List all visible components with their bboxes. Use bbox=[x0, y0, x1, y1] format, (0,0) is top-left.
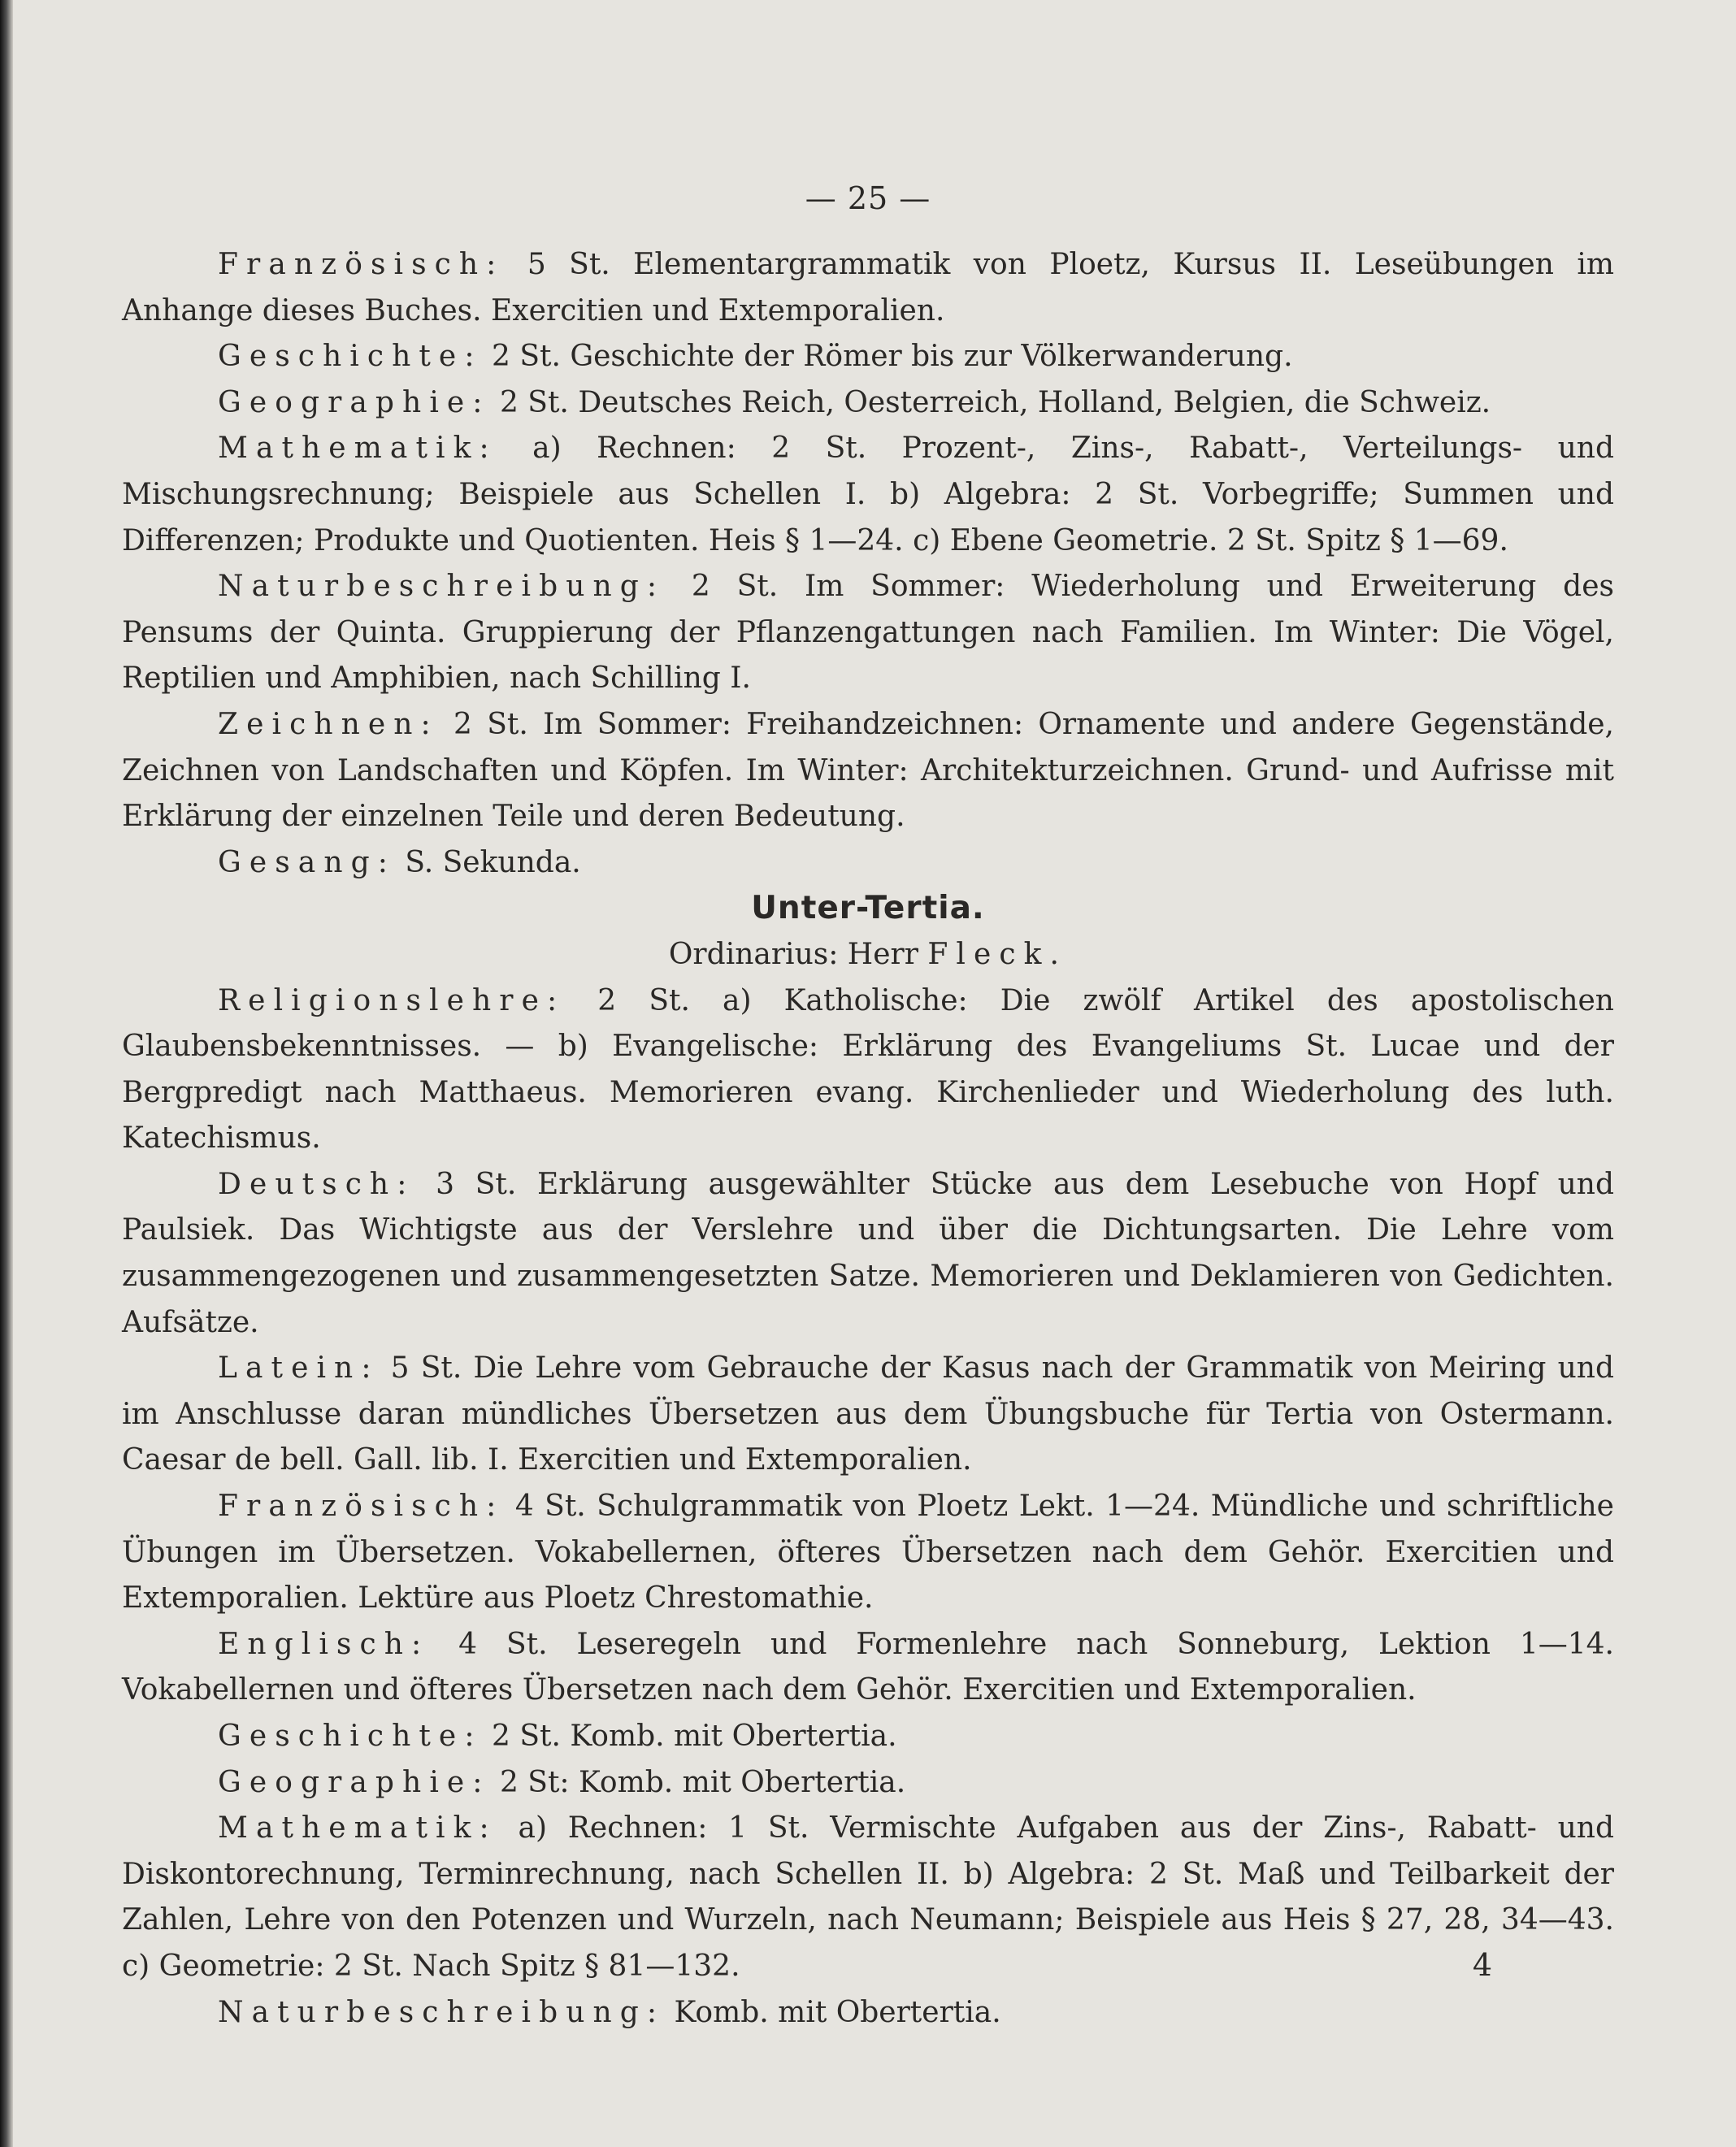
paragraph-religionslehre bbox=[122, 978, 1614, 1162]
subject-label: Mathematik: bbox=[218, 432, 497, 466]
section-heading: Unter-Tertia. bbox=[751, 890, 985, 927]
subject-label: Zeichnen: bbox=[218, 707, 439, 741]
subject-text: 5 St. Die Lehre vom Gebrauche der Kasus nach der Grammatik von Meiring und im Anschlusse daran mündliches Übersetzen aus dem Übungsbuche für Tertia von Ostermann. Caesar de bell. Gall. lib. I. Exercitien und Extemporalien. bbox=[122, 1351, 1614, 1477]
paragraph-mathematik-prima bbox=[122, 426, 1614, 564]
book-binding-edge bbox=[0, 0, 13, 2147]
subject-text: 2 St. Deutsches Reich, Oesterreich, Holland, Belgien, die Schweiz. bbox=[490, 385, 1491, 419]
subject-label: Geographie: bbox=[218, 1765, 491, 1799]
paragraph-latein bbox=[122, 1346, 1614, 1484]
paragraph-franzoesisch-prima bbox=[122, 242, 1614, 334]
subject-label: Religionslehre: bbox=[218, 983, 566, 1017]
paragraph-naturbeschreibung-prima bbox=[122, 564, 1614, 702]
subject-text: 2 St. Komb. mit Obertertia. bbox=[482, 1720, 897, 1753]
paragraph-naturbeschreibung-tertia bbox=[122, 1990, 1614, 2036]
subject-text: 2 St: Komb. mit Obertertia. bbox=[490, 1765, 906, 1799]
paragraph-geschichte-prima bbox=[122, 334, 1614, 380]
subject-text: 2 St. Geschichte der Römer bis zur Völkerwanderung. bbox=[482, 340, 1293, 374]
ordinarius-line bbox=[122, 932, 1614, 978]
subject-label: Mathematik: bbox=[218, 1811, 497, 1846]
ordinarius-name: Fleck. bbox=[927, 937, 1068, 971]
subject-label: Gesang: bbox=[218, 845, 396, 879]
paragraph-franzoesisch-tertia bbox=[122, 1484, 1614, 1622]
body-text bbox=[122, 242, 1614, 2036]
subject-text: a) Rechnen: 1 St. Vermischte Aufgaben aus der Zins-, Rabatt- und Diskontorechnung, Terminrechnung, nach Schellen II. b) Algebra: 2 St. Maß und Teilbarkeit der Zahlen, Lehre von den Potenzen und Wurzeln, nach Neumann; Beispiele aus Heis § 27, 28, 34—43. c) Geometrie: 2 St. Nach Spitz § 81—132. bbox=[122, 1811, 1614, 1983]
subject-text: S. Sekunda. bbox=[395, 845, 581, 879]
paragraph-mathematik-tertia bbox=[122, 1806, 1614, 1989]
paragraph-geographie-prima bbox=[122, 380, 1614, 427]
subject-text: 4 St. Leseregeln und Formenlehre nach Sonneburg, Lektion 1—14. Vokabellernen und öfteres Übersetzen nach dem Gehör. Exercitien und Extemporalien. bbox=[122, 1627, 1614, 1707]
subject-text: 2 St. a) Katholische: Die zwölf Artikel des apostolischen Glaubensbekenntnisses. — b) Evangelische: Erklärung des Evangeliums St. Lucae und der Bergpredigt nach Matthaeus. Memorieren evang. Kirchenlieder und Wiederholung des luth. Katechismus. bbox=[122, 983, 1614, 1156]
paragraph-englisch bbox=[122, 1622, 1614, 1714]
subject-label: Latein: bbox=[218, 1351, 380, 1386]
subject-label: Französisch: bbox=[218, 1490, 505, 1524]
subject-label: Französisch: bbox=[218, 248, 505, 281]
subject-label: Naturbeschreibung: bbox=[218, 1995, 666, 2029]
subject-label: Geschichte: bbox=[218, 340, 483, 374]
page-number: — 25 — bbox=[805, 180, 931, 216]
subject-text: 4 St. Schulgrammatik von Ploetz Lekt. 1—24. Mündliche und schriftliche Übungen im Übersetzen. Vokabellernen, öfteres Übersetzen nach dem Gehör. Exercitien und Extemporalien. Lektüre aus Ploetz Chrestomathie. bbox=[122, 1490, 1614, 1616]
paragraph-zeichnen-prima bbox=[122, 702, 1614, 840]
signature-mark: 4 bbox=[1472, 1947, 1492, 1983]
ordinarius-label: Ordinarius: Herr bbox=[668, 937, 928, 971]
subject-label: Geschichte: bbox=[218, 1720, 483, 1753]
paragraph-geschichte-tertia bbox=[122, 1714, 1614, 1760]
subject-label: Geographie: bbox=[218, 385, 491, 419]
subject-text: a) Rechnen: 2 St. Prozent-, Zins-, Rabatt-, Verteilungs- und Mischungsrechnung; Beispiele aus Schellen I. b) Algebra: 2 St. Vorbegriffe; Summen und Differenzen; Produkte und Quotienten. Heis § 1—24. c) Ebene Geometrie. 2 St. Spitz § 1—69. bbox=[122, 432, 1614, 557]
document-page bbox=[122, 0, 1614, 2147]
subject-label: Deutsch: bbox=[218, 1167, 415, 1201]
paragraph-geographie-tertia bbox=[122, 1760, 1614, 1807]
paragraph-deutsch bbox=[122, 1162, 1614, 1346]
subject-text: 5 St. Elementargrammatik von Ploetz, Kursus II. Leseübungen im Anhange dieses Buches. Exercitien und Extemporalien. bbox=[122, 248, 1614, 327]
subject-text: 3 St. Erklärung ausgewählter Stücke aus dem Lesebuche von Hopf und Paulsiek. Das Wichtigste aus der Verslehre und über die Dichtungsarten. Die Lehre vom zusammengezogenen und zusammengesetzten Satze. Memorieren und Deklamieren von Gedichten. Aufsätze. bbox=[122, 1167, 1614, 1339]
paragraph-gesang-prima bbox=[122, 840, 1614, 887]
subject-text: 2 St. Im Sommer: Wiederholung und Erweiterung des Pensums der Quinta. Gruppierung der Pflanzengattungen nach Familien. Im Winter: Die Vögel, Reptilien und Amphibien, nach Schilling I. bbox=[122, 570, 1614, 696]
subject-text: Komb. mit Obertertia. bbox=[665, 1995, 1001, 2029]
subject-text: 2 St. Im Sommer: Freihandzeichnen: Ornamente und andere Gegenstände, Zeichnen von Landschaften und Köpfen. Im Winter: Architekturzeichnen. Grund- und Aufrisse mit Erklärung der einzelnen Teile und deren Bedeutung. bbox=[122, 707, 1614, 834]
subject-label: Englisch: bbox=[218, 1627, 430, 1661]
subject-label: Naturbeschreibung: bbox=[218, 570, 666, 604]
